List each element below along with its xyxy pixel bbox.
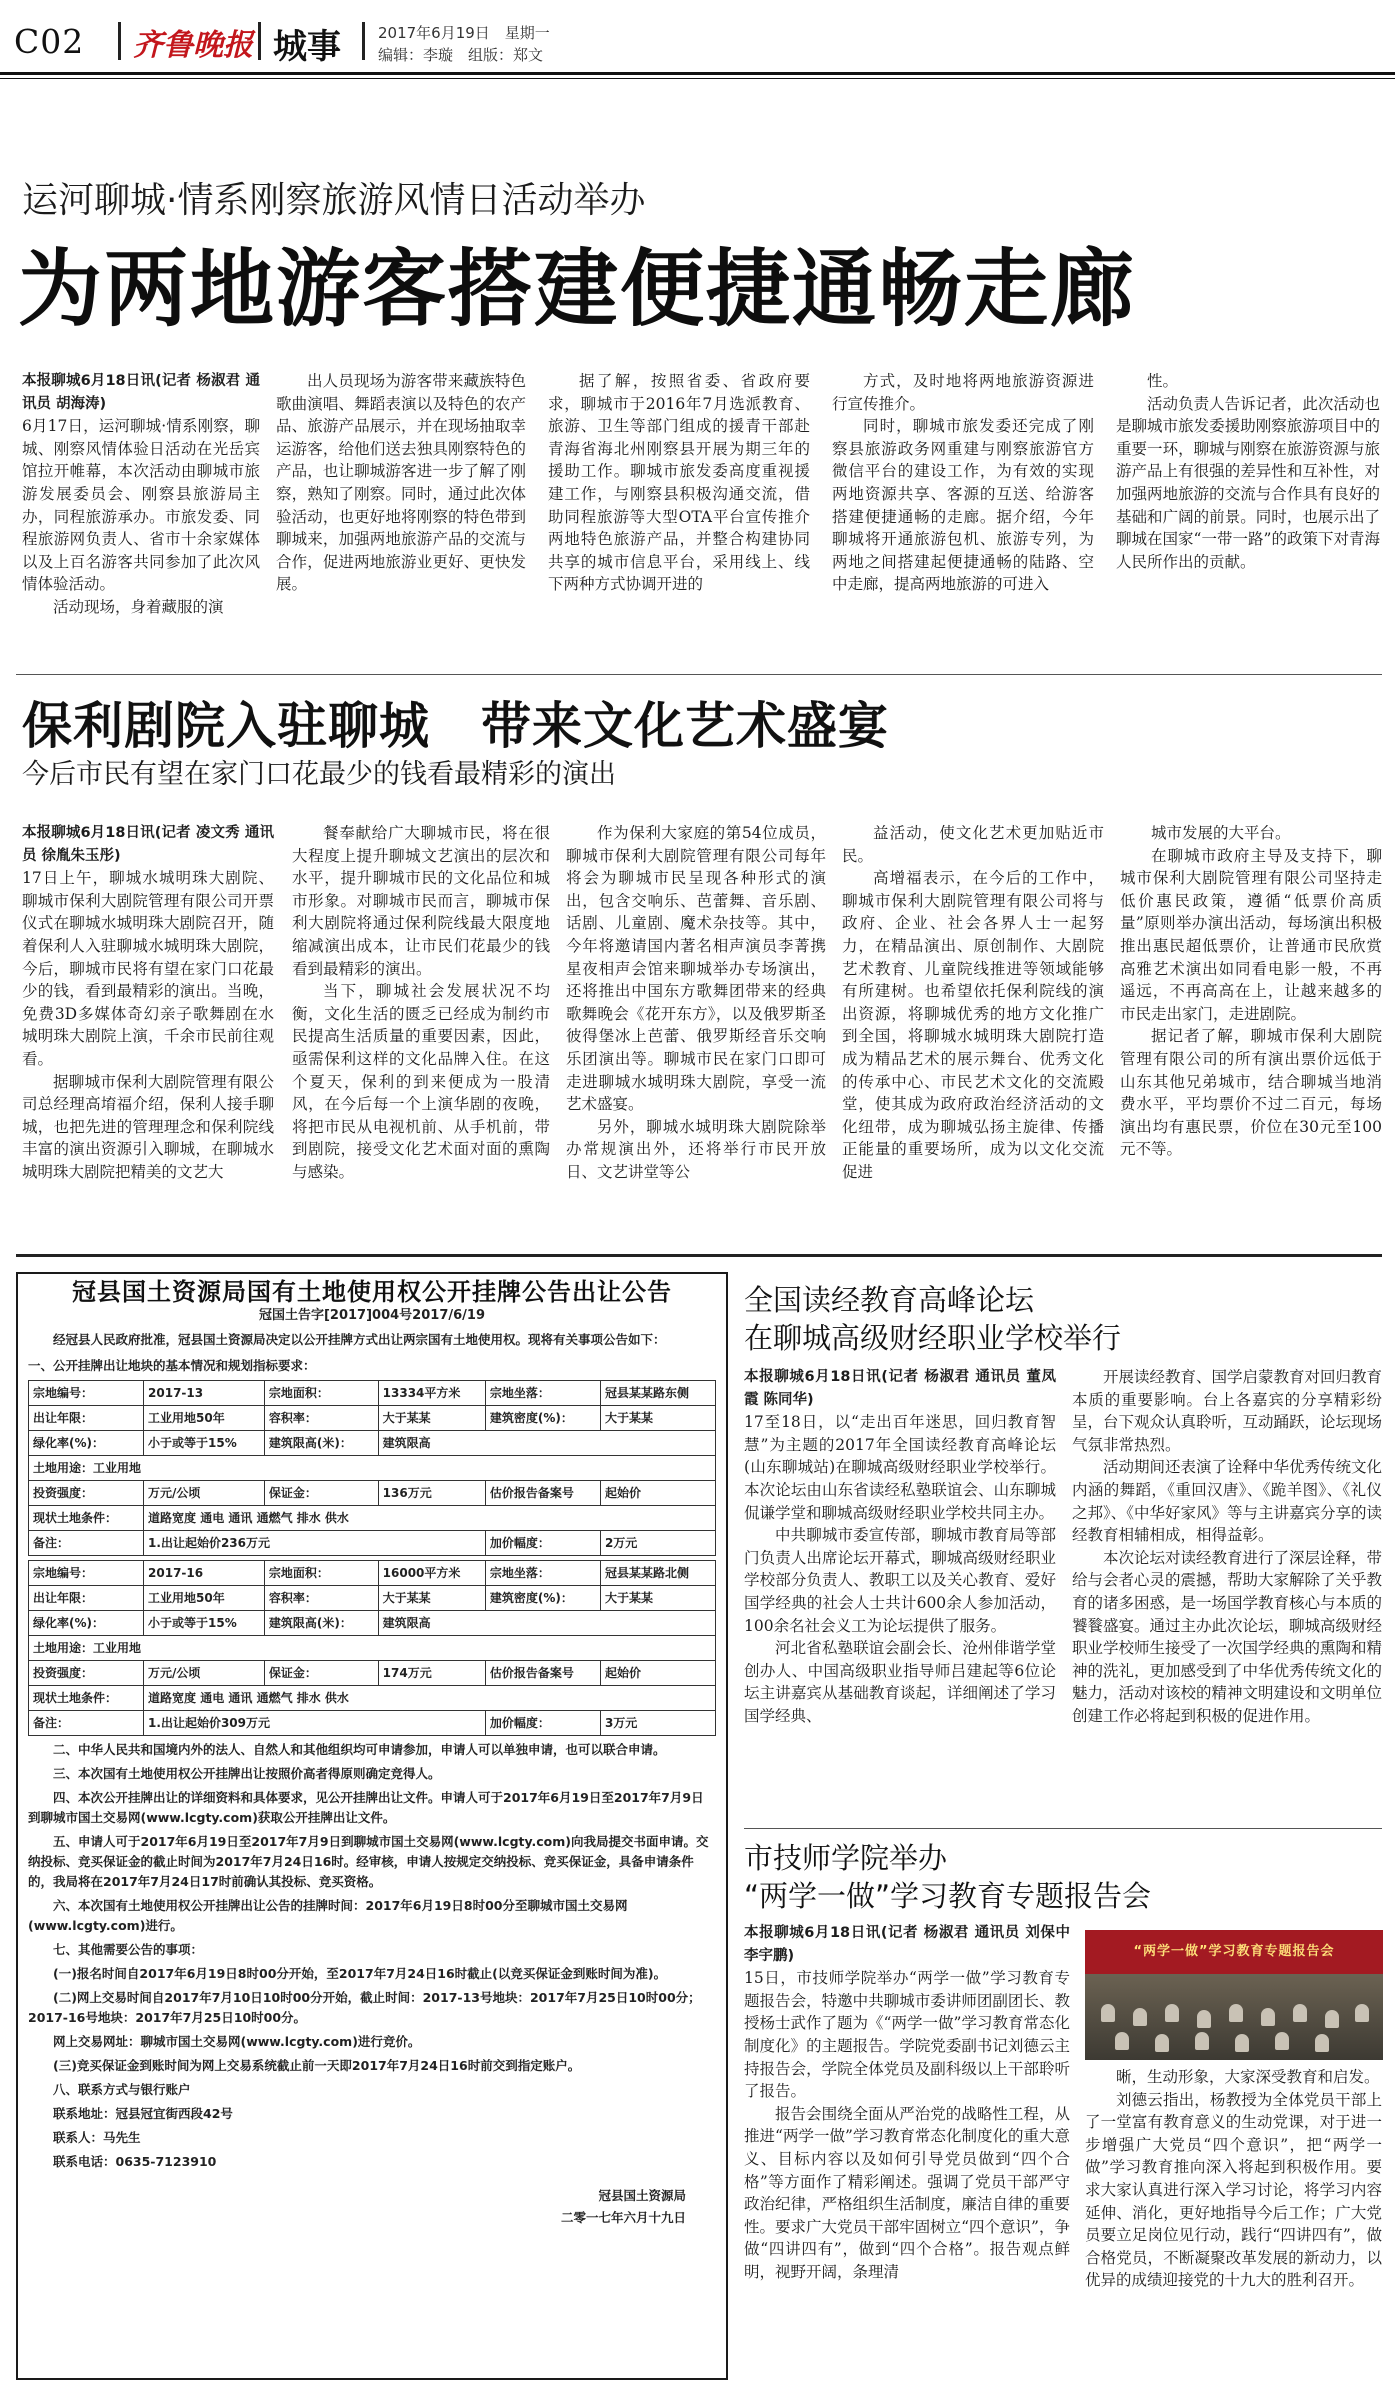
value: 大于某某 bbox=[600, 1586, 715, 1611]
paragraph: 据了解，按照省委、省政府要求，聊城市于2016年7月选派教育、旅游、卫生等部门组成的援青干部赴青海省海北州刚察县开展为期三年的援助工作。聊城市旅发委高度重视援建工作，与刚察县积极沟通交流，借助同程旅游等大型OTA平台宣传推介两地特色旅游产品，并整合构建协同共享的城市信息平台，采用线上、线下两种方式协调开进的 bbox=[548, 372, 810, 594]
label: 投资强度： bbox=[29, 1481, 144, 1506]
article2-column-3 bbox=[566, 822, 826, 1242]
audience-person bbox=[1197, 2010, 1211, 2028]
article2-paragraphs bbox=[842, 822, 1104, 1184]
value: 冠县某某路东侧 bbox=[600, 1381, 715, 1406]
paragraph: 另外，聊城水城明珠大剧院除举办常规演出外，还将举行市民开放日、文艺讲堂等公 bbox=[566, 1117, 826, 1181]
notice-term: 六、本次国有土地使用权公开挂牌出让公告的挂牌时间：2017年6月19日8时00分至聊城市国土交易网(www.lcgty.com)进行。 bbox=[28, 1898, 628, 1933]
photo-banner: “两学一做”学习教育专题报告会 bbox=[1085, 1930, 1383, 1974]
notice-term: 联系电话：0635-7123910 bbox=[53, 2154, 217, 2169]
paragraph: 益活动，使文化艺术更加贴近市民。 bbox=[842, 824, 1104, 865]
section-title: 城事 bbox=[273, 27, 341, 67]
value: 13334平方米 bbox=[378, 1381, 485, 1406]
article1-column-3 bbox=[548, 370, 810, 660]
paragraph: 高增福表示，在今后的工作中，聊城市保利大剧院管理有限公司将与政府、企业、社会各界人士一起努力，在精品演出、原创制作、大剧院艺术教育、儿童院线推进等领域能够有所建树。也希望依托保利院线的演出资源，将聊城优秀的地方文化推广到全国，将聊城水城明珠大剧院打造成为精品艺术的展示舞台、优秀文化的传承中心、市民艺术文化的交流殿堂，使其成为政府政治经济活动的文化纽带，成为聊城弘扬主旋律、传播正能量的重要场所，成为以文化交流促进 bbox=[842, 869, 1104, 1181]
audience-person bbox=[1165, 2004, 1179, 2022]
label: 备注： bbox=[29, 1711, 144, 1736]
masthead-rule bbox=[0, 72, 1395, 75]
article1-paragraphs bbox=[832, 370, 1094, 596]
value: 万元/公顷 bbox=[144, 1661, 265, 1686]
article2-subhead: 今后市民有望在家门口花最少的钱看最精彩的演出 bbox=[22, 759, 616, 790]
masthead-rule bbox=[0, 78, 1395, 79]
article2-column-2 bbox=[292, 822, 550, 1242]
article3-paragraphs bbox=[1072, 1366, 1382, 1728]
notice-term: (二)网上交易时间自2017年7月10日10时00分开始，截止时间：2017-13号地块：2017年7月25日10时00分；2017-16号地块：2017年7月25日10时00分。 bbox=[28, 1990, 701, 2025]
article3-dateline: 本报聊城6月18日讯(记者 杨淑君 通讯员 董凤霞 陈同华) bbox=[744, 1369, 1056, 1408]
paragraph: 性。 bbox=[1147, 372, 1179, 390]
label: 备注： bbox=[29, 1531, 144, 1556]
paragraph: 15日，市技师学院举办“两学一做”学习教育专题报告会，特邀中共聊城市委讲师团副团长、教授杨士武作了题为《“两学一做”学习教育常态化制度化》的主题报告。学院党委副书记刘德云主持报告会，学院全体党员及副科级以上干部聆听了报告。 bbox=[744, 1969, 1070, 2101]
value: 土地用途：工业用地 bbox=[29, 1636, 716, 1661]
article3-headline-line2: 在聊城高级财经职业学校举行 bbox=[744, 1321, 1122, 1355]
land-auction-notice bbox=[16, 1272, 728, 2380]
notice-term: 五、申请人可于2017年6月19日至2017年7月9日到聊城市国土交易网(www.lcgty.com)向我局提交书面申请。交纳投标、竞买保证金的截止时间为2017年7月24日16时。经审核，申请人按规定交纳投标、竞买保证金，具备申请条件的，我局将在2017年7月24日17时前确认其投标、竞买资格。 bbox=[28, 1834, 709, 1889]
paragraph: 据聊城市保利大剧院管理有限公司总经理高堉福介绍，保利人接手聊城，也把先进的管理理念和保利院线丰富的演出资源引入聊城，在聊城水城明珠大剧院把精美的文艺大 bbox=[22, 1072, 274, 1181]
article2-headline: 保利剧院入驻聊城 带来文化艺术盛宴 bbox=[22, 697, 889, 755]
value: 道路宽度 通电 通讯 通燃气 排水 供水 bbox=[144, 1686, 716, 1711]
value: 建筑限高 bbox=[378, 1431, 715, 1456]
article1-dateline: 本报聊城6月18日讯(记者 杨淑君 通讯员 胡海涛) bbox=[22, 373, 260, 412]
label: 估价报告备案号 bbox=[485, 1661, 600, 1686]
audience-person bbox=[1235, 2034, 1249, 2052]
audience-person bbox=[1261, 2008, 1275, 2026]
article4-dateline: 本报聊城6月18日讯(记者 杨淑君 通讯员 刘保中 李宇鹏) bbox=[744, 1925, 1070, 1964]
audience-person bbox=[1133, 2008, 1147, 2026]
meeting-photo bbox=[1085, 1930, 1383, 2060]
label: 宗地面积： bbox=[264, 1381, 378, 1406]
paragraph: 在聊城市政府主导及支持下，聊城市保利大剧院管理有限公司坚持走低价惠民政策，遵循“低票价高质量”原则举办演出活动，每场演出积极推出惠民超低票价，让普通市民欣赏高雅艺术演出如同看电影一般，不再遥远，不再高高在上，让越来越多的市民走出家门，走进剧院。 bbox=[1120, 846, 1382, 1023]
value: 174万元 bbox=[378, 1661, 485, 1686]
page-number: C02 bbox=[14, 22, 85, 61]
label: 宗地面积： bbox=[264, 1561, 378, 1586]
issue-date: 2017年6月19日 星期一 bbox=[378, 24, 550, 42]
newspaper-logo: 齐鲁晚报 bbox=[133, 28, 253, 63]
paragraph: 开展读经教育、国学启蒙教育对回归教育本质的重要影响。台上各嘉宾的分享精彩纷呈，台下观众认真聆听，互动踊跃，论坛现场气氛非常热烈。 bbox=[1072, 1368, 1382, 1454]
paragraph: 17至18日，以“走出百年迷思，回归教育智慧”为主题的2017年全国读经教育高峰论坛(山东聊城站)在聊城高级财经职业学校举行。本次论坛由山东省读经私塾联谊会、山东聊城侃谦学堂和聊城高级财经职业学校共同主办。 bbox=[744, 1413, 1056, 1522]
label: 宗地坐落： bbox=[485, 1561, 600, 1586]
paragraph: 报告会围绕全面从严治党的战略性工程，从推进“两学一做”学习教育常态化制度化的重大意义、目标内容以及如何引导党员做到“四个合格”等方面作了精彩阐述。强调了党员干部严守政治纪律，严格组织生活制度，廉洁自律的重要性。要求广大党员干部牢固树立“四个意识”，争做“四讲四有”，做到“四个合格”。报告观点鲜明，视野开阔，条理清 bbox=[744, 2104, 1070, 2281]
audience-person bbox=[1325, 2010, 1339, 2028]
article3-paragraphs bbox=[744, 1411, 1056, 1727]
paragraph: 方式，及时地将两地旅游资源进行宣传推介。 bbox=[832, 372, 1094, 413]
value: 136万元 bbox=[378, 1481, 485, 1506]
label: 宗地编号： bbox=[29, 1381, 144, 1406]
paragraph: 6月17日，运河聊城·情系刚察，聊城、刚察风情体验日活动在光岳宾馆拉开帷幕，本次活动由聊城市旅游发展委员会、刚察县旅游局主办，同程旅游承办。市旅发委、同程旅游网负责人、省市十余家媒体以及上百名游客共同参加了此次风情体验活动。 bbox=[22, 417, 260, 594]
paragraph: 晰，生动形象，大家深受教育和启发。 bbox=[1116, 2068, 1380, 2086]
article1-paragraphs bbox=[276, 370, 526, 596]
notice-term: 七、其他需要公告的事项： bbox=[53, 1942, 204, 1957]
notice-term: (三)竞买保证金到账时间为网上交易系统截止前一天即2017年7月24日16时前交到指定账户。 bbox=[53, 2058, 581, 2073]
label: 建筑限高(米)： bbox=[264, 1431, 378, 1456]
paragraph: 17日上午，聊城水城明珠大剧院、聊城市保利大剧院管理有限公司开票仪式在聊城水城明珠大剧院召开，随着保利人入驻聊城水城明珠大剧院，今后，聊城市民将有望在家门口花最少的钱，看到最精彩的演出。当晚，免费3D多媒体奇幻亲子歌舞剧在水城明珠大剧院上演，千余市民前往观看。 bbox=[22, 869, 274, 1068]
label: 出让年限： bbox=[29, 1586, 144, 1611]
audience-person bbox=[1229, 2004, 1243, 2022]
article1-paragraphs bbox=[1116, 370, 1380, 573]
paragraph: 城市发展的大平台。 bbox=[1151, 824, 1291, 842]
article1-column-2 bbox=[276, 370, 526, 660]
value: 起始价 bbox=[600, 1661, 715, 1686]
label: 建筑限高(米)： bbox=[264, 1611, 378, 1636]
paragraph: 出人员现场为游客带来藏族特色歌曲演唱、舞蹈表演以及特色的农产品、旅游产品展示，并在现场抽取幸运游客，给他们送去独具刚察特色的产品，也让聊城游客进一步了解了刚察，熟知了刚察。同时，通过此次体验活动，也更好地将刚察的特色带到聊城来，加强两地旅游产品的交流与合作，促进两地旅游业更好、更快发展。 bbox=[276, 372, 526, 594]
audience-person bbox=[1195, 2032, 1209, 2050]
masthead-divider bbox=[258, 22, 261, 60]
value: 工业用地50年 bbox=[144, 1586, 265, 1611]
article4-headline-line1: 市技师学院举办 bbox=[744, 1841, 948, 1875]
article4-column-2 bbox=[1085, 2066, 1382, 2380]
article3-column-2 bbox=[1072, 1366, 1382, 1818]
editor-credits: 编辑：李璇 组版：郑文 bbox=[378, 46, 544, 64]
article2-column-4 bbox=[842, 822, 1104, 1242]
label: 估价报告备案号 bbox=[485, 1481, 600, 1506]
article1-headline: 为两地游客搭建便捷通畅走廊 bbox=[18, 239, 1137, 338]
notice-title: 冠县国土资源局国有土地使用权公开挂牌公告出让公告 bbox=[72, 1277, 672, 1306]
label: 建筑密度(%)： bbox=[485, 1586, 600, 1611]
notice-term: 四、本次公开挂牌出让的详细资料和具体要求，见公开挂牌出让文件。申请人可于2017年6月19日至2017年7月9日到聊城市国土交易网(www.lcgty.com)获取公开挂牌出让文件。 bbox=[28, 1790, 704, 1825]
audience-person bbox=[1101, 2004, 1115, 2022]
article2-dateline: 本报聊城6月18日讯(记者 凌文秀 通讯员 徐胤朱玉彤) bbox=[22, 825, 274, 864]
article2-paragraphs bbox=[22, 867, 274, 1183]
value: 土地用途：工业用地 bbox=[29, 1456, 716, 1481]
notice-term: (一)报名时间自2017年6月19日8时00分开始，至2017年7月24日16时截止(以竞买保证金到账时间为准)。 bbox=[53, 1966, 667, 1981]
audience-person bbox=[1155, 2034, 1169, 2052]
label: 现状土地条件： bbox=[29, 1686, 144, 1711]
audience-person bbox=[1355, 2004, 1369, 2022]
photo-audience bbox=[1085, 1974, 1383, 2060]
audience-person bbox=[1293, 2004, 1307, 2022]
value: 小于或等于15% bbox=[144, 1431, 265, 1456]
article4-column-1 bbox=[744, 1922, 1070, 2380]
label: 绿化率(%)： bbox=[29, 1611, 144, 1636]
notice-term: 联系人：马先生 bbox=[53, 2130, 141, 2145]
notice-term: 二、中华人民共和国境内外的法人、自然人和其他组织均可申请参加，申请人可以单独申请，也可以联合申请。 bbox=[53, 1742, 666, 1757]
value: 工业用地50年 bbox=[144, 1406, 265, 1431]
value: 16000平方米 bbox=[378, 1561, 485, 1586]
notice-section-title: 一、公开挂牌出让地块的基本情况和规划指标要求： bbox=[28, 1358, 316, 1373]
paragraph: 据记者了解，聊城市保利大剧院管理有限公司的所有演出票价远低于山东其他兄弟城市，结合聊城当地消费水平，平均票价不过二百元，每场演出均有惠民票，价位在30元至100元不等。 bbox=[1120, 1027, 1382, 1159]
value: 1.出让起始价236万元 bbox=[144, 1531, 486, 1556]
label: 保证金： bbox=[264, 1661, 378, 1686]
value: 道路宽度 通电 通讯 通燃气 排水 供水 bbox=[144, 1506, 716, 1531]
notice-signature-date: 二零一七年六月十九日 bbox=[560, 2210, 686, 2225]
parcel-table-1 bbox=[28, 1380, 716, 1556]
notice-terms bbox=[28, 1740, 716, 2172]
value: 2017-13 bbox=[144, 1381, 265, 1406]
paragraph: 餐奉献给广大聊城市民，将在很大程度上提升聊城文艺演出的层次和水平，提升聊城市民的文化品位和城市形象。对聊城市民而言，聊城市保利大剧院将通过保利院线最大限度地缩减演出成本，让市民们花最少的钱看到最精彩的演出。 bbox=[292, 824, 550, 978]
masthead-divider bbox=[362, 22, 365, 60]
value: 万元/公顷 bbox=[144, 1481, 265, 1506]
paragraph: 活动期间还表演了诠释中华优秀传统文化内涵的舞蹈，《重回汉唐》、《跪羊图》、《礼仪之邦》、《中华好家风》等与主讲嘉宾分享的读经教育相辅相成，相得益彰。 bbox=[1072, 1458, 1382, 1545]
masthead-divider bbox=[118, 22, 121, 60]
paragraph: 同时，聊城市旅发委还完成了刚察县旅游政务网重建与刚察旅游官方微信平台的建设工作，为有效的实现两地资源共享、客源的互送、给游客搭建便捷通畅的走廊。据介绍，今年聊城将开通旅游包机、旅游专列，为两地之间搭建起便捷通畅的陆路、空中走廊，提高两地旅游的可进入 bbox=[832, 417, 1094, 594]
label: 加价幅度： bbox=[485, 1531, 600, 1556]
notice-intro: 经冠县人民政府批准，冠县国土资源局决定以公开挂牌方式出让两宗国有土地使用权。现将有关事项公告如下： bbox=[53, 1332, 666, 1347]
value: 起始价 bbox=[600, 1481, 715, 1506]
label: 宗地坐落： bbox=[485, 1381, 600, 1406]
notice-term: 八、联系方式与银行账户 bbox=[53, 2082, 191, 2097]
article2-paragraphs bbox=[292, 822, 550, 1184]
label: 出让年限： bbox=[29, 1406, 144, 1431]
article1-column-1 bbox=[22, 370, 260, 660]
paragraph: 中共聊城市委宣传部，聊城市教育局等部门负责人出席论坛开幕式，聊城高级财经职业学校部分负责人、教职工以及关心教育、爱好国学经典的社会人士共计600余人参加活动，100余名社会义工为论坛提供了服务。 bbox=[744, 1526, 1056, 1635]
paragraph: 活动现场，身着藏服的演 bbox=[53, 597, 224, 616]
label: 容积率： bbox=[264, 1406, 378, 1431]
audience-person bbox=[1315, 2034, 1329, 2052]
label: 保证金： bbox=[264, 1481, 378, 1506]
label: 宗地编号： bbox=[29, 1561, 144, 1586]
value: 大于某某 bbox=[378, 1406, 485, 1431]
value: 大于某某 bbox=[378, 1586, 485, 1611]
label: 加价幅度： bbox=[485, 1711, 600, 1736]
paragraph: 河北省私塾联谊会副会长、沧州俳谐学堂创办人、中国高级职业指导师吕建起等6位论坛主讲嘉宾从基础教育谈起，详细阐述了学习国学经典、 bbox=[744, 1639, 1056, 1725]
article3-headline-line1: 全国读经教育高峰论坛 bbox=[744, 1283, 1035, 1317]
value: 建筑限高 bbox=[378, 1611, 715, 1636]
value: 3万元 bbox=[600, 1711, 715, 1736]
article1-column-4 bbox=[832, 370, 1094, 660]
article2-paragraphs bbox=[1120, 822, 1382, 1161]
article2-column-5 bbox=[1120, 822, 1382, 1242]
label: 建筑密度(%)： bbox=[485, 1406, 600, 1431]
notice-term: 联系地址：冠县冠宜街西段42号 bbox=[53, 2106, 233, 2121]
value: 2017-16 bbox=[144, 1561, 265, 1586]
paragraph: 本次论坛对读经教育进行了深层诠释，带给与会者心灵的震撼，帮助大家解除了关乎教育的诸多困惑，是一场国学教育核心与本质的饕餮盛宴。通过主办此次论坛，聊城高级财经职业学校师生接受了一次国学经典的熏陶和精神的洗礼，更加感受到了中华优秀传统文化的魅力，活动对该校的精神文明建设和文明单位创建工作必将起到积极的促进作用。 bbox=[1072, 1548, 1382, 1725]
audience-person bbox=[1115, 2032, 1129, 2050]
paragraph: 活动负责人告诉记者，此次活动也是聊城市旅发委援助刚察旅游项目中的重要一环，聊城与刚察在旅游资源与旅游产品上有很强的差异性和互补性，对加强两地旅游的交流与合作具有良好的基础和广阔的前景。同时，也展示出了聊城在国家“一带一路”的政策下对青海人民所作出的贡献。 bbox=[1116, 394, 1380, 571]
masthead bbox=[0, 0, 1395, 74]
article1-paragraphs bbox=[548, 370, 810, 596]
paragraph: 当下，聊城社会发展状况不均衡，文化生活的匮乏已经成为制约市民提高生活质量的重要因素，因此，亟需保利这样的文化品牌入住。在这个夏天，保利的到来便成为一股清风，在今后每一个上演华剧的夜晚，将把市民从电视机前、从手机前，带到剧院，接受文化艺术面对面的熏陶与感染。 bbox=[292, 982, 550, 1181]
notice-term: 三、本次国有土地使用权公开挂牌出让按照价高者得原则确定竞得人。 bbox=[53, 1766, 441, 1781]
value: 冠县某某路北侧 bbox=[600, 1561, 715, 1586]
section-divider bbox=[16, 674, 1382, 675]
label: 绿化率(%)： bbox=[29, 1431, 144, 1456]
parcel-table-2 bbox=[28, 1560, 716, 1736]
audience-person bbox=[1275, 2032, 1289, 2050]
notice-term: 网上交易网址：聊城市国土交易网(www.lcgty.com)进行竞价。 bbox=[53, 2034, 421, 2049]
paragraph: 刘德云指出，杨教授为全体党员干部上了一堂富有教育意义的生动党课，对于进一步增强广大党员“四个意识”，把“两学一做”学习教育推向深入将起到积极作用。要求大家认真进行深入学习讨论，将学习内容延伸、消化，更好地指导今后工作；广大党员要立足岗位见行动，践行“四讲四有”，做合格党员，不断凝聚改革发展的新动力，以优异的成绩迎接党的十九大的胜利召开。 bbox=[1085, 2090, 1382, 2290]
section-divider bbox=[744, 1828, 1382, 1829]
value: 大于某某 bbox=[600, 1406, 715, 1431]
article3-column-1 bbox=[744, 1366, 1056, 1818]
value: 2万元 bbox=[600, 1531, 715, 1556]
article4-paragraphs bbox=[744, 1967, 1070, 2283]
article2-column-1 bbox=[22, 822, 274, 1242]
value: 小于或等于15% bbox=[144, 1611, 265, 1636]
paragraph: 作为保利大家庭的第54位成员，聊城市保利大剧院管理有限公司每年将会为聊城市民呈现各种形式的演出，包含交响乐、芭蕾舞、音乐剧、话剧、儿童剧、魔术杂技等。其中，今年将邀请国内著名相声演员李菁携星夜相声会馆来聊城举办专场演出，还将推出中国东方歌舞团带来的经典歌舞晚会《花开东方》，以及俄罗斯圣彼得堡冰上芭蕾、俄罗斯经音乐交响乐团演出等。聊城市民在家门口即可走进聊城水城明珠大剧院，享受一流艺术盛宴。 bbox=[566, 824, 826, 1114]
label: 现状土地条件： bbox=[29, 1506, 144, 1531]
article1-paragraphs bbox=[22, 415, 260, 618]
article2-paragraphs bbox=[566, 822, 826, 1184]
article4-paragraphs bbox=[1085, 2066, 1382, 2292]
notice-signature-org: 冠县国土资源局 bbox=[598, 2188, 686, 2203]
article4-headline-line2: “两学一做”学习教育专题报告会 bbox=[744, 1879, 1152, 1913]
section-divider bbox=[16, 1254, 1382, 1257]
article1-column-5 bbox=[1116, 370, 1380, 660]
notice-number: 冠国土告字[2017]004号2017/6/19 bbox=[258, 1308, 485, 1323]
article1-kicker: 运河聊城·情系刚察旅游风情日活动举办 bbox=[22, 180, 646, 221]
label: 容积率： bbox=[264, 1586, 378, 1611]
label: 投资强度： bbox=[29, 1661, 144, 1686]
value: 1.出让起始价309万元 bbox=[144, 1711, 486, 1736]
